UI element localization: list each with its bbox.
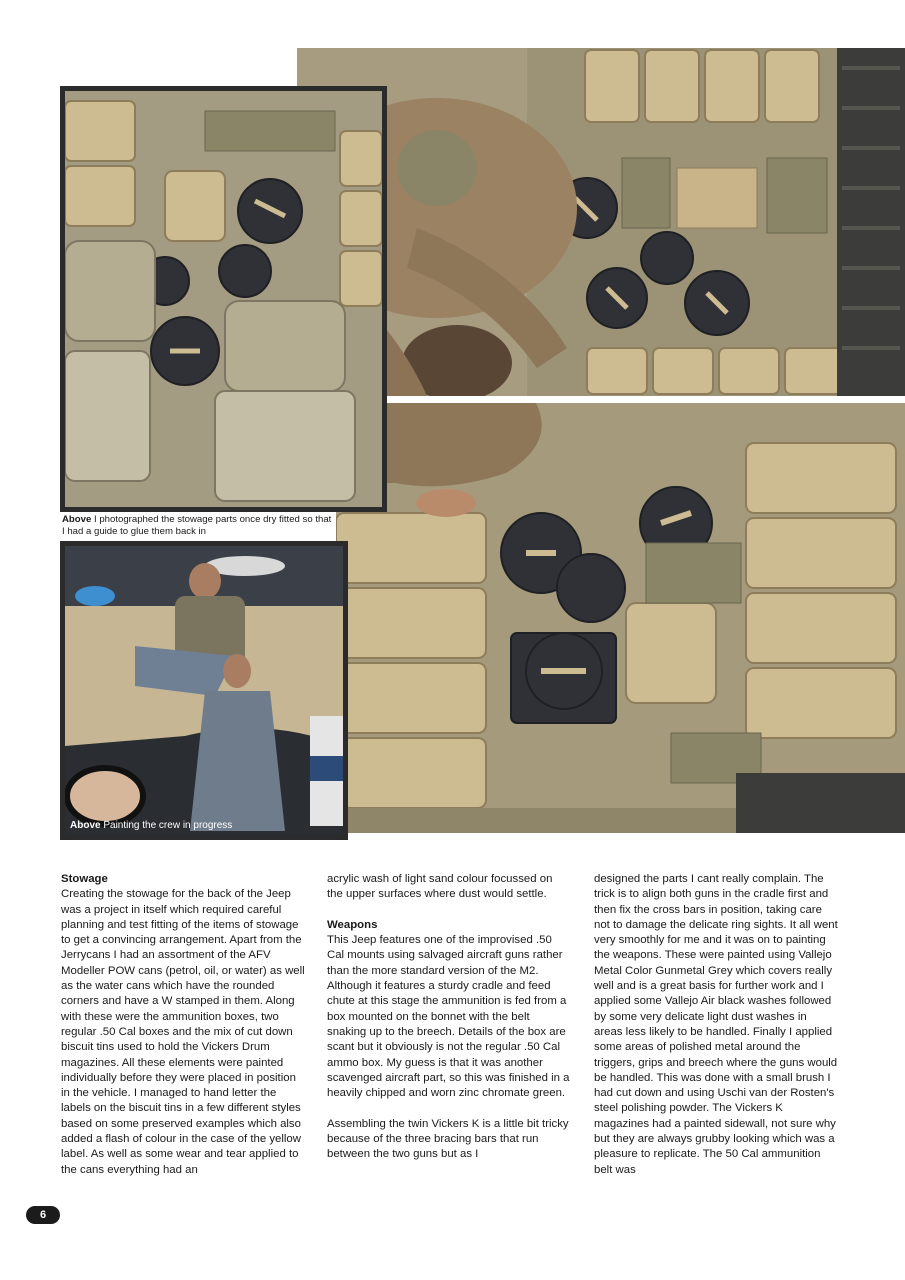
paragraph-weapons-continued: designed the parts I cant really complain. The trick is to align both guns in the cradle first and then fix the cross bars in position, taking care not to damage the delicate ring sights. It all went very smoothly for me and it was on to painting the weapons. These were painted using Vallejo Metal Color Gunmetal Grey which covers really well and is a great basis for further work and I applied some Vallejo Air black washes followed by some very delicate light dust washes in areas less likely to be handled. Finally I applied some areas of polished metal around the triggers, grips and breech where the guns would be handled. This was done with a small brush I had cut down and using Uschi van der Rosten's steel polishing powder. The Vickers K magazines had a painted sidewall, not sure why but they are always grubby looking which was a pleasure to replicate. The 50 Cal ammunition belt was (594, 873, 838, 1176)
section-heading-stowage: Stowage (61, 873, 108, 885)
article-column-3 (594, 872, 838, 1178)
caption-lead: Above (62, 514, 92, 525)
caption-crew-photo (70, 820, 232, 831)
caption-stowage-photo (60, 513, 332, 539)
page-number: 6 (26, 1206, 60, 1224)
paragraph-weapons: This Jeep features one of the improvised .50 Cal mounts using salvaged aircraft guns rather than the more standard version of the M2. Although it features a sturdy cradle and feed chute at this stage the ammunition is fed from a box mounted on the bonnet with the belt snaking up to the breech. Details of the box are scant but it obviously is not the regular .50 Cal ammo box. My guess is that it was another scavenged aircraft part, so this was finished in a heavily chipped and worn zinc chromate green. (327, 934, 570, 1100)
photo-dry-fitted-stowage (60, 86, 387, 512)
paragraph-stowage-continued: acrylic wash of light sand colour focussed on the upper surfaces where dust would settle. (327, 873, 553, 901)
photo-painting-crew (60, 541, 348, 840)
photo-jeep-crew-loading (297, 48, 905, 396)
article-column-1 (61, 872, 305, 1178)
section-heading-weapons: Weapons (327, 918, 378, 931)
caption-text: I photographed the stowage parts once dry fitted so that I had a guide to glue them back in (62, 514, 332, 537)
caption-text: Painting the crew in progress (100, 820, 233, 831)
caption-lead: Above (70, 820, 101, 831)
article-column-2 (327, 872, 571, 1163)
photo-jeep-stowage-closeup (336, 403, 905, 833)
paragraph-vickers: Assembling the twin Vickers K is a little bit tricky because of the three bracing bars that run between the two guns but as I (327, 1117, 569, 1161)
paragraph-stowage: Creating the stowage for the back of the Jeep was a project in itself which required careful planning and test fitting of the items of stowage to get a convincing arrangement. Apart from the Jerrycans I had an assortment of the AFV Modeller POW cans (petrol, oil, or water) as well as the water cans which have the rounded corners and have a W stamped in them. Along with these were the ammunition boxes, two regular .50 Cal boxes and the mix of cut down biscuit tins used to hold the Vickers Drum magazines. All these elements were painted individually before they were placed in position in the vehicle. I managed to hand letter the labels on the biscuit tins in a few different styles based on some preserved examples which also added a flash of colour in the case of the yellow label. As well as some wear and tear applied to the cans everything had an (61, 888, 305, 1176)
